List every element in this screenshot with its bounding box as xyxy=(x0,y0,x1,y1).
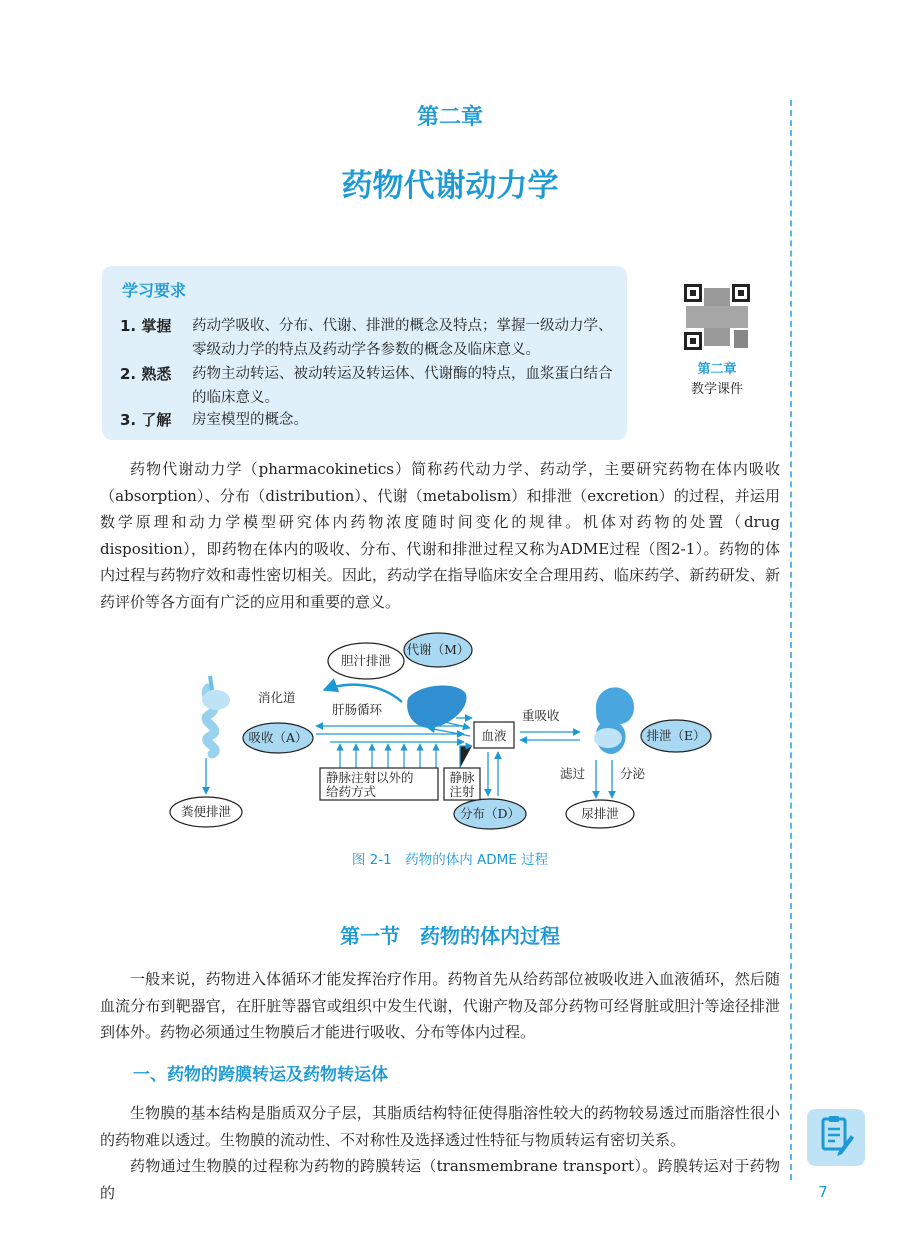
label-bile-excretion: 胆汁排泄 xyxy=(340,653,392,668)
figure-caption: 图 2-1 药物的体内 ADME 过程 xyxy=(351,852,549,868)
qr-code-icon[interactable] xyxy=(682,282,752,352)
learning-requirements-box xyxy=(102,266,627,440)
qr-caption-chapter: 第二章 xyxy=(697,362,737,377)
label-excretion: 排泄（E） xyxy=(646,728,706,743)
chapter-label: 第二章 xyxy=(416,105,483,130)
liver-icon xyxy=(407,685,466,728)
label-iv-2: 注射 xyxy=(449,784,475,799)
label-blood: 血液 xyxy=(481,728,507,743)
qr-caption-courseware: 教学课件 xyxy=(690,382,743,397)
subsection-title: 一、药物的跨膜转运及药物转运体 xyxy=(133,1065,388,1085)
chapter-title: 药物代谢动力学 xyxy=(341,168,559,204)
requirement-num: 3. 了解 xyxy=(120,411,172,429)
subsection-paragraph-2: 药物通过生物膜的过程称为药物的跨膜转运（transmembrane transport）。跨膜转运对于药物的 xyxy=(100,1157,780,1202)
label-iv-1: 静脉 xyxy=(449,770,475,785)
label-non-iv-2: 给药方式 xyxy=(326,784,377,799)
label-metabolism: 代谢（M） xyxy=(406,642,470,657)
requirement-num: 2. 熟悉 xyxy=(120,365,172,383)
label-digestive-tract: 消化道 xyxy=(258,690,296,705)
page-number: 7 xyxy=(818,1183,828,1201)
label-reabsorption: 重吸收 xyxy=(522,708,560,723)
label-absorption: 吸收（A） xyxy=(248,730,308,745)
requirements-title: 学习要求 xyxy=(122,281,187,300)
requirement-num: 1. 掌握 xyxy=(120,317,172,335)
requirement-text: 房室模型的概念。 xyxy=(192,412,308,428)
intro-paragraph: 药物代谢动力学（pharmacokinetics）简称药代动力学、药动学，主要研究药物在体内吸收（absorption）、分布（distribution）、代谢（metabolism）和排泄（excretion）的过程，并运用数学原理和动力学模型研究体内药物浓度随时间变化的规律。机体对药物的处置（drug disposition），即药物在体内的吸收、分布、代谢和排泄过程又称为ADME过程（图2-1）。药物的体内过程与药物疗效和毒性密切相关。因此，药动学在指导临床安全合理用药、临床药学、新药研发、新药评价等各方面有广泛的应用和重要的意义。 xyxy=(100,460,780,611)
label-enterohepatic-circulation: 肝肠循环 xyxy=(332,702,383,717)
label-secretion: 分泌 xyxy=(620,766,646,781)
section-paragraph: 一般来说，药物进入体循环才能发挥治疗作用。药物首先从给药部位被吸收进入血液循环，然后随血流分布到靶器官，在肝脏等器官或组织中发生代谢，代谢产物及部分药物可经肾脏或胆汁等途径排泄到体外。药物必须通过生物膜后才能进行吸收、分布等体内过程。 xyxy=(100,970,780,1041)
kidney-icon xyxy=(594,687,634,754)
notes-icon[interactable] xyxy=(807,1109,865,1166)
label-feces-excretion: 粪便排泄 xyxy=(180,804,232,819)
label-filtration: 滤过 xyxy=(560,766,586,781)
requirement-text: 药动学吸收、分布、代谢、排泄的概念及特点；掌握一级动力学、零级动力学的特点及药动学各参数的概念及临床意义。 xyxy=(192,318,613,358)
digestive-tract-icon xyxy=(202,676,230,754)
requirement-text: 药物主动转运、被动转运及转运体、代谢酶的特点，血浆蛋白结合的临床意义。 xyxy=(192,366,613,406)
section-title: 第一节 药物的体内过程 xyxy=(340,924,560,948)
subsection-paragraph-1: 生物膜的基本结构是脂质双分子层，其脂质结构特征使得脂溶性较大的药物较易透过而脂溶性很小的药物难以透过。生物膜的流动性、不对称性及选择透过性特征与物质转运有密切关系。 xyxy=(100,1104,780,1149)
margin-divider xyxy=(790,100,792,1180)
label-distribution: 分布（D） xyxy=(459,806,521,821)
label-urine-excretion: 尿排泄 xyxy=(581,806,619,821)
adme-diagram xyxy=(160,628,720,838)
label-non-iv-1: 静脉注射以外的 xyxy=(326,770,414,785)
